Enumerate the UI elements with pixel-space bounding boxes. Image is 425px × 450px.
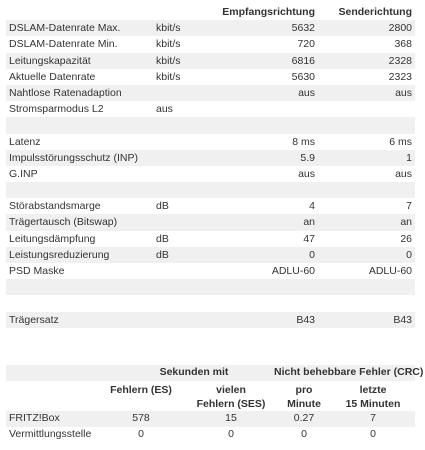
- row-label: Aktuelle Datenrate: [9, 70, 96, 83]
- row-unit: kbit/s: [156, 70, 181, 83]
- row-receive-value: 0: [309, 248, 315, 261]
- row-unit: aus: [156, 103, 173, 116]
- error-group-header: [6, 365, 424, 381]
- line-table-row: [6, 182, 415, 198]
- line-table-row: [6, 214, 415, 230]
- header-send-direction: Senderichtung: [338, 6, 412, 18]
- row-label: Trägertausch (Bitswap): [9, 216, 118, 229]
- line-table-row: [6, 20, 415, 36]
- row-label: DSLAM-Datenrate Min.: [9, 38, 118, 51]
- group-seconds-header: Sekunden mit: [159, 366, 229, 378]
- row-label: Nahtlose Ratenadaption: [9, 86, 122, 99]
- row-label: Leistungsreduzierung: [9, 248, 110, 261]
- row-send-value: 1: [406, 151, 412, 164]
- line-table-row: [6, 263, 415, 279]
- error-table-row: [6, 411, 415, 427]
- row-send-value: 7: [406, 200, 412, 213]
- line-table-row: [6, 279, 415, 295]
- header-receive-direction: Empfangsrichtung: [222, 6, 315, 18]
- row-es-value: 578: [132, 412, 150, 424]
- row-receive-value: 720: [297, 38, 315, 51]
- row-receive-value: 4: [309, 200, 315, 213]
- line-table-row: [6, 166, 415, 182]
- row-last15-value: 7: [370, 412, 376, 424]
- row-send-value: 2323: [388, 70, 412, 83]
- col-ses-header-line2: Fehlern (SES): [196, 398, 266, 410]
- row-label: Leitungsdämpfung: [9, 232, 96, 245]
- col-per-minute-header-line2: Minute: [287, 398, 321, 410]
- group-crc-header: Nicht behebbare Fehler (CRC): [274, 366, 424, 378]
- error-statistics-table: [6, 365, 424, 443]
- line-table-row: [6, 231, 415, 247]
- row-send-value: 2800: [388, 22, 412, 35]
- line-table-row: [6, 53, 415, 69]
- row-unit: kbit/s: [156, 22, 181, 35]
- row-es-value: 0: [138, 428, 144, 440]
- row-send-value: 2328: [388, 54, 412, 67]
- line-table-row: [6, 295, 415, 311]
- col-last15-header-line2: 15 Minuten: [345, 398, 401, 410]
- row-send-value: aus: [395, 86, 412, 99]
- line-table-row: [6, 150, 415, 166]
- row-receive-value: an: [303, 216, 315, 229]
- row-label: Störabstandsmarge: [9, 200, 101, 213]
- row-label: DSLAM-Datenrate Max.: [9, 22, 121, 35]
- row-label: Impulsstörungsschutz (INP): [9, 151, 138, 164]
- line-table-row: [6, 101, 415, 117]
- line-table-row: [6, 85, 415, 101]
- line-table-row: [6, 69, 415, 85]
- row-receive-value: 5.9: [300, 151, 315, 164]
- line-table-row: [6, 36, 415, 52]
- row-per-minute-value: 0: [301, 428, 307, 440]
- row-per-minute-value: 0.27: [293, 412, 315, 424]
- row-send-value: 368: [394, 38, 412, 51]
- line-table-row: [6, 117, 415, 133]
- error-table-row: [6, 427, 415, 443]
- line-table-row: [6, 134, 415, 150]
- row-label: Leitungskapazität: [9, 54, 91, 67]
- row-receive-value: 47: [303, 232, 315, 245]
- line-table-row: [6, 198, 415, 214]
- col-ses-header-line1: vielen: [216, 384, 246, 396]
- line-table-row: [6, 247, 415, 263]
- row-unit: dB: [156, 232, 169, 245]
- row-unit: kbit/s: [156, 54, 181, 67]
- row-label: Latenz: [9, 135, 41, 148]
- row-last15-value: 0: [370, 428, 376, 440]
- row-receive-value: B43: [296, 313, 315, 326]
- row-send-value: 6 ms: [389, 135, 412, 148]
- error-column-header: [6, 381, 415, 411]
- row-unit: dB: [156, 248, 169, 261]
- row-send-value: ADLU-60: [368, 265, 412, 277]
- row-label: PSD Maske: [9, 265, 65, 277]
- row-label: Trägersatz: [9, 313, 59, 326]
- row-receive-value: ADLU-60: [271, 265, 315, 277]
- row-receive-value: aus: [298, 167, 315, 180]
- col-per-minute-header-line1: pro: [295, 384, 313, 396]
- row-receive-value: 6816: [291, 54, 315, 67]
- row-receive-value: 5632: [291, 22, 315, 35]
- row-send-value: aus: [395, 167, 412, 180]
- row-send-value: 0: [406, 248, 412, 261]
- row-send-value: 26: [400, 232, 412, 245]
- row-send-value: B43: [393, 313, 412, 326]
- row-label: Vermittlungsstelle: [9, 428, 92, 440]
- row-ses-value: 0: [228, 428, 234, 440]
- line-table-row: [6, 312, 415, 328]
- row-label: Stromsparmodus L2: [9, 103, 104, 116]
- row-receive-value: 8 ms: [292, 135, 315, 148]
- row-receive-value: 5630: [291, 70, 315, 83]
- row-label: G.INP: [9, 167, 38, 180]
- line-table-header: [6, 4, 415, 20]
- row-send-value: an: [400, 216, 412, 229]
- row-unit: kbit/s: [156, 38, 181, 51]
- row-unit: dB: [156, 200, 169, 213]
- col-es-header: Fehlern (ES): [110, 384, 172, 396]
- row-label: FRITZ!Box: [9, 412, 60, 424]
- row-ses-value: 15: [225, 412, 237, 424]
- row-receive-value: aus: [298, 86, 315, 99]
- col-last15-header-line1: letzte: [359, 384, 387, 396]
- dsl-line-table: [6, 4, 415, 328]
